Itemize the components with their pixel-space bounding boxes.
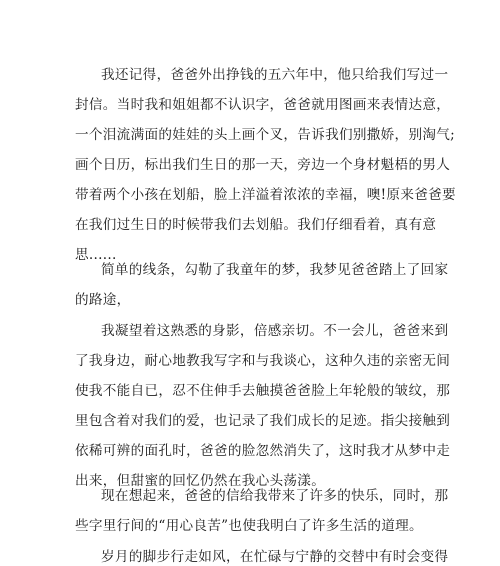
- text-line: 带着两个小孩在划船，脸上洋溢着浓浓的幸福，噢!原来爸爸要: [75, 187, 456, 203]
- paragraph-time-passing: [75, 542, 449, 566]
- text-line: 依稀可辨的面孔时，爸爸的脸忽然消失了，这时我才从梦中走: [75, 443, 451, 459]
- text-line: 我凝望着这熟悉的身影，倍感亲切。不一会儿，爸爸来到: [101, 323, 449, 339]
- text-line: 了我身边，耐心地教我写字和与我谈心，这种久违的亲密无间: [75, 353, 451, 369]
- text-line: 出来，但甜蜜的回忆仍然在我心头荡漾。: [75, 473, 326, 489]
- text-line: 的路途，: [75, 292, 131, 308]
- text-line: 岁月的脚步行走如风，在忙碌与宁静的交替中有时会变得: [101, 549, 449, 565]
- text-line: 封信。当时我和姐姐都不认识字，爸爸就用图画来表情达意，: [75, 97, 451, 113]
- text-line: 在我们过生日的时候带我们去划船。我们仔细看着，真有意: [75, 217, 437, 233]
- text-line: 画个日历，标出我们生日的那一天，旁边一个身材魁梧的男人: [75, 157, 451, 173]
- text-line: 些字里行间的“用心良苦”也使我明白了许多生活的道理。: [75, 518, 423, 534]
- text-line: 我还记得，爸爸外出挣钱的五六年中，他只给我们写过一: [101, 67, 449, 83]
- text-line: 里包含着对我们的爱，也记录了我们成长的足迹。指尖接触到: [75, 413, 451, 429]
- paragraph-childhood-dream: [75, 255, 449, 315]
- paragraph-reflection: [75, 481, 449, 541]
- text-line: 现在想起来，爸爸的信给我带来了许多的快乐，同时，那: [101, 488, 449, 504]
- text-line: 思......: [75, 247, 117, 263]
- text-line: 使我不能自已，忍不住伸手去触摸爸爸脸上年轮般的皱纹，那: [75, 383, 451, 399]
- text-line: 简单的线条，勾勒了我童年的梦，我梦见爸爸踏上了回家: [101, 262, 449, 278]
- text-line: 一个泪流满面的娃娃的头上画个叉，告诉我们别撒娇，别淘气;: [75, 127, 456, 143]
